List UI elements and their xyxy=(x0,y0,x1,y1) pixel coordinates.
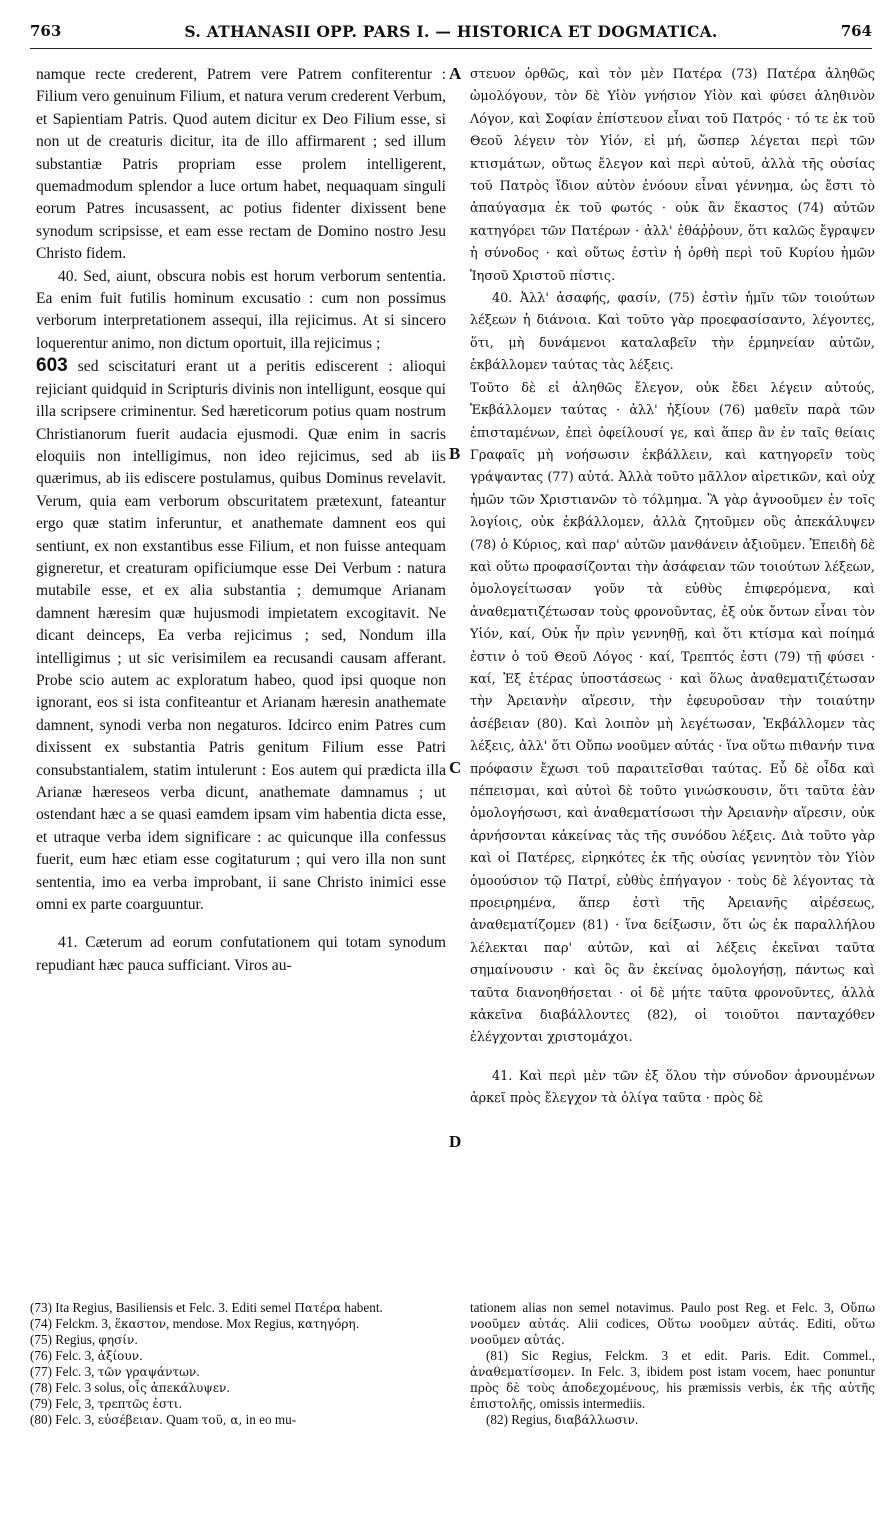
footnote-greek: οἷς ἀπεκάλυψεν. xyxy=(128,1381,231,1395)
latin-paragraph-40b-text: sed sciscitaturi erant ut a peritis ediscerent : alioqui rejiciant quidquid in Scripturis divinis non intelligunt, eosque qui illa scripsere criminentur. Sed hæreticorum potius quam nostrum Christianorum fuerit audacia ejusmodi. Quæ enim in sacris eloquiis non intelligimus, non ideo rejicimus, sed ab iis quærimus, ab iis ediscere postulamus, quibus Dominus revelavit. Verum, quia eam verborum obscuritatem prætexunt, fateantur ergo quæ statim inferuntur, et anathemate damnent eos qui sentiunt, ex non exstantibus esse Filium, et non fuisse antequam gigneretur, et creaturam opificiumque esse Dei Verbum : natura mutabile esse, et ex alia substantia ; demumque Arianam damnent hæresim quæ hujusmodi impietatem excogitavit. Ne dicant deinceps, Ea verba rejicimus ; sed, Nondum illa intelligimus ; ut sic verisimilem ea recusandi causam afferant. Probe scio autem ac exploratum habeo, quod ipsi quoque non ignorant, eos si ista confiteantur et Arianam hæresin anathemate damnent, synodi verba non negaturos. Idcirco enim Patres cum dixissent ex substantia Patris genitum Filium esse Patri consubstantialem, statim intulerunt : Eos autem qui prædicta illa Arianæ hæreseos verba dicunt, anathemate damnamus ; ut ostendant hæc a se quasi eamdem ipsam vim habentia dicta esse, et utraque verba idem significare : ac quicunque illa confessus fuerit, eum hæc etiam esse cogitaturum ; qui vero illa non sunt sententia, imo ea verba improbant, ii sane Christo inimici esse omni ex parte coarguuntur. xyxy=(36,358,446,914)
page-number-right: 764 xyxy=(840,22,872,40)
margin-marker-c: C xyxy=(449,758,462,777)
greek-paragraph-1: στευον ὀρθῶς, καὶ τὸν μὲν Πατέρα (73) Πατέρα ἀληθῶς ὡμολόγουν, τὸν δὲ Υἱὸν γνήσιον Υἱὸν καὶ φύσει ἀληθινὸν Λόγον, καὶ Σοφίαν ἐπίστευον εἶναι τοῦ Πατρός · τό τε ἐκ τοῦ Θεοῦ λέγειν τὸν Υἱόν, εἰ μή, ὥσπερ λέγεται περὶ τῶν κτισμάτων, οὕτως ἔλεγον καὶ περὶ αὐτοῦ, ἀλλὰ τῆς οὐσίας τοῦ Πατρὸς ἴδιον αὐτὸν ἐνόουν εἶναι γέννημα, ὡς ἔστι τὸ ἀπαύγασμα ἐκ τοῦ φωτός · οὐκ ἂν ἕκαστος (74) αὐτῶν κατηγόρει τῶν Πατέρων · ἀλλ' ἐθάῤῥουν, ὅτι καλῶς ἔγραψεν ἡ σύνοδος · καὶ οὕτως ἐστὶν ἡ ὀρθὴ περὶ τοῦ Κυρίου ἡμῶν Ἰησοῦ Χριστοῦ πίστις. xyxy=(470,67,875,284)
footnote-greek: Οὕτω νοοῦμεν αὐτάς. xyxy=(657,1317,799,1331)
footnote-text: (82) Regius, xyxy=(486,1412,555,1427)
footnote-greek: πρὸς δὲ τοὺς ἀποδεχομένους, xyxy=(470,1381,660,1395)
footnote-text: (73) Ita Regius, Basiliensis et Felc. 3. Editi semel xyxy=(30,1300,295,1315)
header-rule xyxy=(30,48,872,49)
page-number-left: 763 xyxy=(30,22,62,40)
footnotes-left xyxy=(30,1300,450,1428)
footnote-text: (80) Felc. 3, xyxy=(30,1412,98,1427)
footnote-82 xyxy=(470,1412,875,1428)
footnote-text: (75) Regius, xyxy=(30,1332,99,1347)
footnote-text: (76) Felc. 3, xyxy=(30,1348,98,1363)
footnote-greek: διαβάλλωσιν. xyxy=(554,1413,639,1427)
footnote-greek: ἕκαστον xyxy=(114,1317,167,1331)
footnote-greek: τοῦ, α, xyxy=(201,1413,243,1427)
footnote-74 xyxy=(30,1316,450,1332)
latin-paragraph-1: namque recte crederent, Patrem vere Patrem confiterentur : Filium vero genuinum Filium, et natura verum crederent Verbum, et Sapientiam Patris. Quod autem dicitur ex Deo Filium esse, si non ut de creaturis dicitur, ita de illo affirmarent ; sed illum substantiæ Patris propriam esse prolem intelligerent, quemadmodum splendor a luce ortum habet, nequaquam singuli eorum Patres incusassent, ac potius fidenter dixissent bene synodum scripsisse, et eam esse rectam de Domino nostro Jesu Christo fidem. xyxy=(36,66,446,263)
footnote-greek: φησίν. xyxy=(98,1333,139,1347)
footnote-text: his præmissis verbis, xyxy=(659,1380,791,1395)
footnote-text: habent. xyxy=(341,1300,383,1315)
footnote-text: omissis intermediis. xyxy=(536,1396,646,1411)
footnote-greek: ἀξίουν. xyxy=(97,1349,143,1363)
footnote-text: in eo mu- xyxy=(242,1412,297,1427)
footnote-greek: Οὔπω νοοῦμεν αὐτάς. xyxy=(470,1301,875,1331)
latin-paragraph-40a: 40. Sed, aiunt, obscura nobis est horum verborum sententia. Ea enim fuit futilis hominum excusatio : cum non possimus verborum interpretationem assequi, illa rejicimus. At si sincero loquerentur animo, non dictum oportuit, illa rejicimus ; xyxy=(36,267,446,352)
footnote-77 xyxy=(30,1364,450,1380)
footnote-81 xyxy=(470,1348,875,1412)
greek-paragraph-40a: 40. Ἀλλ' ἀσαφής, φασίν, (75) ἐστὶν ἡμῖν τῶν τοιούτων λέξεων ἡ διάνοια. Καὶ τοῦτο γὰρ προεφασίσαντο, λέγοντες, ὅτι, μὴ δυνάμενοι καταλαβεῖν τὴν ἑρμηνείαν αὐτῶν, ἐκβάλλομεν ταύτας τὰς λέξεις. xyxy=(470,291,875,374)
footnote-greek: οὕτω νοοῦμεν αὐτάς. xyxy=(470,1317,876,1347)
footnote-greek: κατηγόρη. xyxy=(297,1317,360,1331)
footnote-text: (78) Felc. 3 solus, xyxy=(30,1380,129,1395)
footnote-text: In Felc. 3, ibidem post istam vocem, haec ponuntur xyxy=(574,1364,875,1379)
footnote-78 xyxy=(30,1380,450,1396)
footnote-text: Alii codices, xyxy=(569,1316,658,1331)
footnote-text: tationem alias non semel notavimus. Paulo post Reg. et Felc. 3, xyxy=(470,1300,841,1315)
margin-marker-a: A xyxy=(449,64,462,83)
footnote-greek: ἀναθεματίσομεν. xyxy=(470,1365,575,1379)
footnote-greek: τρεπτῶς ἐστι. xyxy=(97,1397,183,1411)
footnote-greek: ἐκ τῆς αὐτῆς ἐπιστολῆς, xyxy=(470,1381,875,1411)
footnote-text: , mendose. Mox Regius, xyxy=(166,1316,298,1331)
footnote-80-continued xyxy=(470,1300,875,1348)
greek-column xyxy=(470,64,875,1111)
footnote-text: Quam xyxy=(162,1412,202,1427)
latin-paragraph-41: 41. Cæterum ad eorum confutationem qui totam synodum repudiant hæc pauca sufficiant. Viros au- xyxy=(36,934,446,974)
latin-paragraph-40b xyxy=(36,355,446,916)
footnote-greek: Πατέρα xyxy=(294,1301,342,1315)
greek-paragraph-40b: Τοῦτο δὲ εἰ ἀληθῶς ἔλεγον, οὐκ ἔδει λέγειν αὐτούς, Ἐκβάλλομεν ταύτας · ἀλλ' ἠξίουν (76) μαθεῖν παρὰ τῶν ἐπισταμένων, ἐπεὶ ὀφείλουσί γε, καὶ ἅπερ ἂν ἐν ταῖς θείαις Γραφαῖς μὴ νοήσωσιν ἐκβάλλειν, καὶ κατηγορεῖν τοὺς γράψαντας (77) αὐτά. Ἀλλὰ τοῦτο μᾶλλον αἱρετικῶν, καὶ οὐχ ἡμῶν τῶν Χριστιανῶν τὸ τόλμημα. Ἃ γὰρ ἀγνοοῦμεν ἐν τοῖς λογίοις, οὐκ ἐκβάλλομεν, ἀλλὰ ζητοῦμεν οὓς ἀπεκάλυψεν (78) ὁ Κύριος, καὶ παρ' αὐτῶν μανθάνειν ἀξιοῦμεν. Ἐπειδὴ δὲ καὶ οὕτω προφασίζονται τὴν ἀσάφειαν τῶν τοιούτων λέξεων, ὁμολογείτωσαν γοῦν τὰ εὐθὺς ἐπιφερόμενα, καὶ ἀναθεματιζέτωσαν τοὺς φρονοῦντας, ἐξ οὐκ ὄντων εἶναι τὸν Υἱόν, καί, Οὐκ ἦν πρὶν γεννηθῇ, καὶ ὅτι κτίσμα καὶ ποίημά ἐστιν ὁ τοῦ Θεοῦ Λόγος · καί, Τρεπτός ἐστι (79) τῇ φύσει · καί, Ἐξ ἑτέρας ὑποστάσεως · καὶ ὅλως ἀναθεματιζέτωσαν τὴν Ἀρειανὴν αἵρεσιν, τὴν ἐφευροῦσαν τὴν τοιαύτην ἀσέβειαν (80). Καὶ λοιπὸν μὴ λεγέτωσαν, Ἐκβάλλομεν τὰς λέξεις, ἀλλ' ὅτι Οὔπω νοοῦμεν αὐτάς · ἵνα οὕτω πιθανήν τινα πρόφασιν ἔχωσι τοῦ παραιτεῖσθαι ταύτας. Εὖ δὲ οἶδα καὶ πέπεισμαι, καὶ αὐτοὶ δὲ τοῦτο γινώσκουσιν, ὅτι ταῦτα ἐὰν ὁμολογήσωσι, καὶ ἀναθεματίσωσι τὴν Ἀρειανὴν αἵρεσιν, οὐκ ἀρνήσονται κἀκείνας τὰς τῆς συνόδου λέξεις. Διὰ τοῦτο γὰρ καὶ οἱ Πατέρες, εἰρηκότες ἐκ τῆς οὐσίας γεννητὸν τὸν Υἱὸν ὁμοούσιον τῷ Πατρί, εὐθὺς ἐπήγαγον · τοὺς δὲ λέγοντας τὰ προειρημένα, ἅπερ ἐστὶ τῆς Ἀρειανῆς αἱρέσεως, ἀναθεματίζομεν (81) · ἵνα δείξωσιν, ὅτι ὡς ἐκ παραλλήλου λέλεκται παρ' αὐτῶν, καὶ αἱ λέξεις ἐκεῖναι ταῦτα σημαίνουσιν · καὶ ὃς ἂν ἐκείνας ὁμολογήσῃ, πάντως καὶ ταῦτα διανοηθήσεται · οἱ δὲ μήτε ταῦτα φρονοῦντες, ἀλλὰ κἀκεῖνα διαβάλλοντες (82), οἱ τοιοῦτοι πανταχόθεν ἐλέγχονται χριστομάχοι. xyxy=(470,380,875,1046)
footnote-76 xyxy=(30,1348,450,1364)
latin-column xyxy=(36,64,446,977)
footnote-text: (79) Felc, 3, xyxy=(30,1396,98,1411)
footnote-text: (81) Sic Regius, Felckm. 3 et edit. Paris. Edit. Commel., xyxy=(486,1348,875,1363)
footnote-73 xyxy=(30,1300,450,1316)
footnote-79 xyxy=(30,1396,450,1412)
footnote-text: (74) Felckm. 3, xyxy=(30,1316,115,1331)
footnotes-right xyxy=(470,1300,875,1428)
footnote-greek: τῶν γραψάντων. xyxy=(97,1365,200,1379)
margin-marker-d: D xyxy=(449,1132,462,1151)
footnote-80 xyxy=(30,1412,450,1428)
column-number-603: 603 xyxy=(36,355,68,377)
margin-marker-b: B xyxy=(449,444,461,463)
footnote-greek: εὐσέβειαν. xyxy=(97,1413,163,1427)
footnote-text: Editi, xyxy=(798,1316,845,1331)
footnote-75 xyxy=(30,1332,450,1348)
footnote-text: (77) Felc. 3, xyxy=(30,1364,98,1379)
running-title: S. ATHANASII OPP. PARS I. — HISTORICA ET DOGMATICA. xyxy=(184,22,718,41)
greek-paragraph-41: 41. Καὶ περὶ μὲν τῶν ἐξ ὅλου τὴν σύνοδον ἀρνουμένων ἀρκεῖ πρὸς ἔλεγχον τὰ ὀλίγα ταῦτα · πρὸς δὲ xyxy=(470,1068,875,1107)
